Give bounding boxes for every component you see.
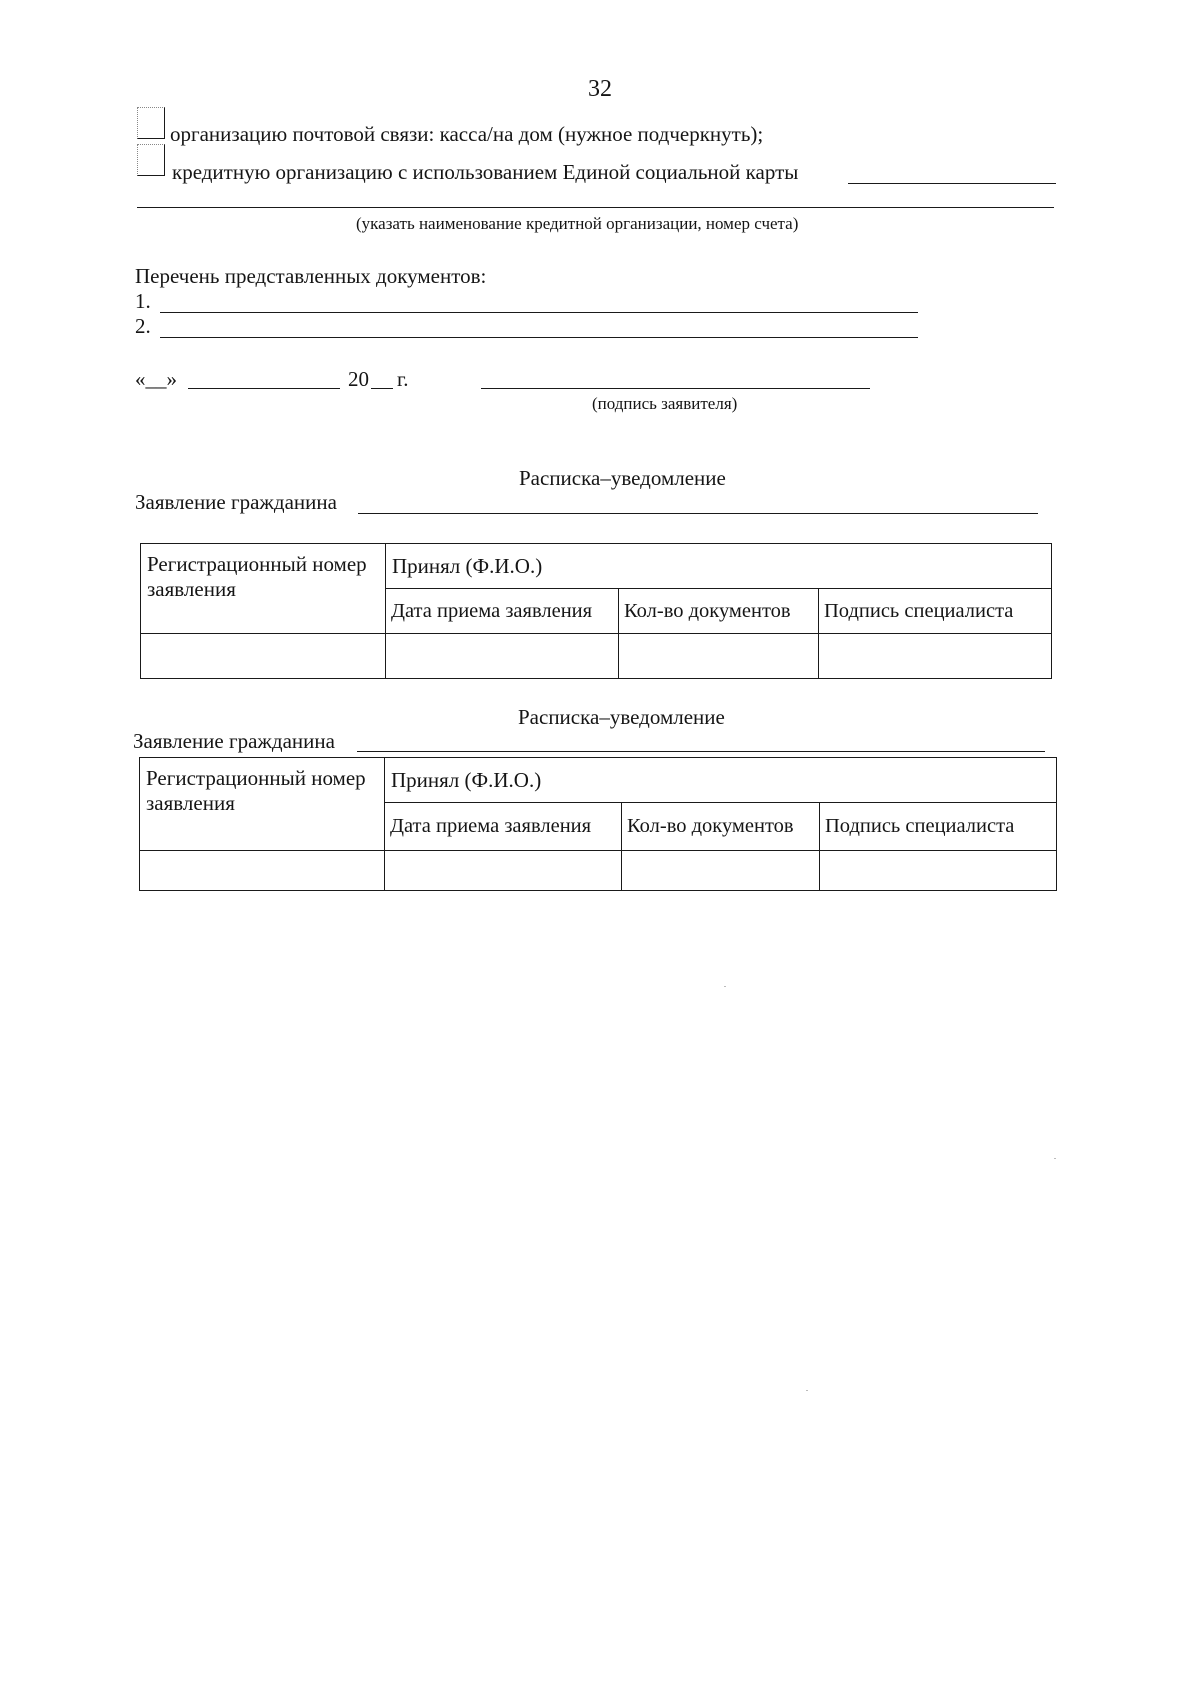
date-year-line[interactable]: [371, 388, 393, 389]
receipt-1-reg-number-cell[interactable]: [141, 634, 386, 679]
receipt-2-reg-number-cell[interactable]: [140, 851, 385, 891]
receipt-1-applicant-label: Заявление гражданина: [135, 490, 337, 514]
scan-speck: [1054, 1158, 1056, 1159]
receipt-1-reg-number-header: Регистрационный номер заявления: [141, 544, 386, 634]
receipt-2-count-cell[interactable]: [622, 851, 820, 891]
receipt-1-count-cell[interactable]: [619, 634, 819, 679]
receipt-2-date-header: Дата приема заявления: [385, 803, 622, 851]
document-item-1-number: 1.: [135, 289, 151, 313]
postal-checkbox[interactable]: [137, 107, 165, 139]
document-item-1-line[interactable]: [160, 312, 918, 313]
documents-heading: Перечень представленных документов:: [135, 264, 487, 288]
credit-checkbox[interactable]: [137, 144, 165, 176]
receipt-1-signature-cell[interactable]: [819, 634, 1052, 679]
receipt-1-table: [140, 543, 1052, 679]
receipt-1-signature-header: Подпись специалиста: [819, 589, 1052, 634]
receipt-1-applicant-line[interactable]: [358, 513, 1038, 514]
date-year-suffix: г.: [397, 367, 409, 391]
scan-speck: [806, 1390, 808, 1391]
receipt-2-accepted-header: Принял (Ф.И.О.): [385, 758, 1057, 803]
receipt-1-accepted-header: Принял (Ф.И.О.): [386, 544, 1052, 589]
signature-hint: (подпись заявителя): [592, 394, 738, 413]
receipt-1-date-header: Дата приема заявления: [386, 589, 619, 634]
receipt-2-table: [139, 757, 1057, 891]
receipt-1-count-header: Кол-во документов: [619, 589, 819, 634]
receipt-2-title: Расписка–уведомление: [518, 705, 725, 729]
date-month-line[interactable]: [188, 388, 340, 389]
date-year-prefix: 20: [348, 367, 369, 391]
receipt-2-applicant-label: Заявление гражданина: [133, 729, 335, 753]
credit-account-line[interactable]: [137, 207, 1054, 208]
scan-speck: [724, 986, 726, 987]
receipt-2-signature-cell[interactable]: [820, 851, 1057, 891]
signature-line[interactable]: [481, 388, 870, 389]
receipt-2-applicant-line[interactable]: [357, 751, 1045, 752]
credit-hint: (указать наименование кредитной организации, номер счета): [356, 214, 799, 233]
receipt-2-date-cell[interactable]: [385, 851, 622, 891]
postal-option-label: организацию почтовой связи: касса/на дом (нужное подчеркнуть);: [170, 122, 764, 146]
receipt-1-title: Расписка–уведомление: [519, 466, 726, 490]
document-item-2-number: 2.: [135, 314, 151, 338]
credit-org-line[interactable]: [848, 183, 1056, 184]
date-day: «__»: [135, 367, 177, 391]
page-number: 32: [588, 76, 612, 102]
receipt-2-count-header: Кол-во документов: [622, 803, 820, 851]
receipt-2-signature-header: Подпись специалиста: [820, 803, 1057, 851]
document-item-2-line[interactable]: [160, 337, 918, 338]
receipt-1-date-cell[interactable]: [386, 634, 619, 679]
receipt-2-reg-number-header: Регистрационный номер заявления: [140, 758, 385, 851]
credit-option-label: кредитную организацию с использованием Единой социальной карты: [172, 160, 799, 184]
